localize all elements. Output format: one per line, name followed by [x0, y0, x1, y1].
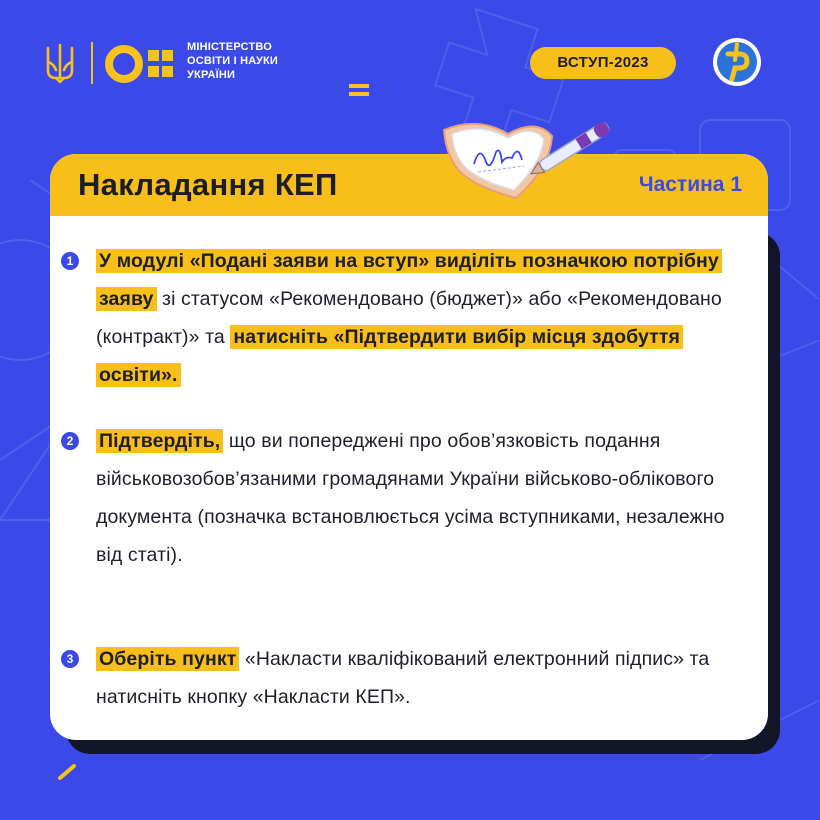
ministry-name	[187, 40, 317, 82]
step-2	[66, 422, 748, 574]
step-body: «Накласти кваліфікований електронний підпис» та натисніть кнопку «Накласти КЕП».	[96, 648, 710, 708]
decorative-dash	[58, 764, 78, 780]
emblem-icon	[711, 36, 763, 88]
step-text	[96, 640, 748, 716]
header-divider	[91, 42, 93, 84]
step-number: 3	[61, 650, 79, 668]
step-highlight: Оберіть пункт	[96, 647, 239, 671]
step-text	[96, 422, 748, 574]
step-text	[96, 242, 748, 394]
part-label: Частина 1	[638, 173, 742, 196]
card-title: Накладання КЕП	[78, 167, 338, 202]
card-title-bar	[50, 154, 768, 216]
step-1	[66, 242, 748, 394]
step-highlight: натисніть «Підтвердити вибір місця здобуття освіти».	[96, 325, 683, 387]
campaign-badge: ВСТУП-2023	[530, 47, 676, 79]
pen-icon	[438, 106, 618, 206]
ministry-line: ОСВІТИ І НАУКИ	[187, 55, 279, 67]
equal-sign-icon	[349, 83, 369, 97]
step-highlight: У модулі «Подані заяви на вступ» виділіть позначкою потрібну заяву	[96, 249, 722, 311]
step-number: 1	[61, 252, 79, 270]
ministry-line: МІНІСТЕРСТВО	[187, 41, 273, 53]
step-body: зі статусом «Рекомендовано (бюджет)» або «Рекомендовано (контракт)» та	[96, 288, 722, 348]
instruction-card	[50, 154, 768, 740]
mon-logo-icon	[104, 44, 180, 84]
step-number: 2	[61, 432, 79, 450]
step-highlight: Підтвердіть,	[96, 429, 223, 453]
step-3	[66, 640, 748, 716]
step-body: що ви попереджені про обов’язковість подання військовозобов’язаними громадянами України військово-облікового документа (позначка встановлюється усіма вступниками, незалежно від статі).	[96, 430, 725, 566]
ukraine-trident-icon	[44, 42, 76, 84]
ministry-line: УКРАЇНИ	[187, 69, 236, 81]
